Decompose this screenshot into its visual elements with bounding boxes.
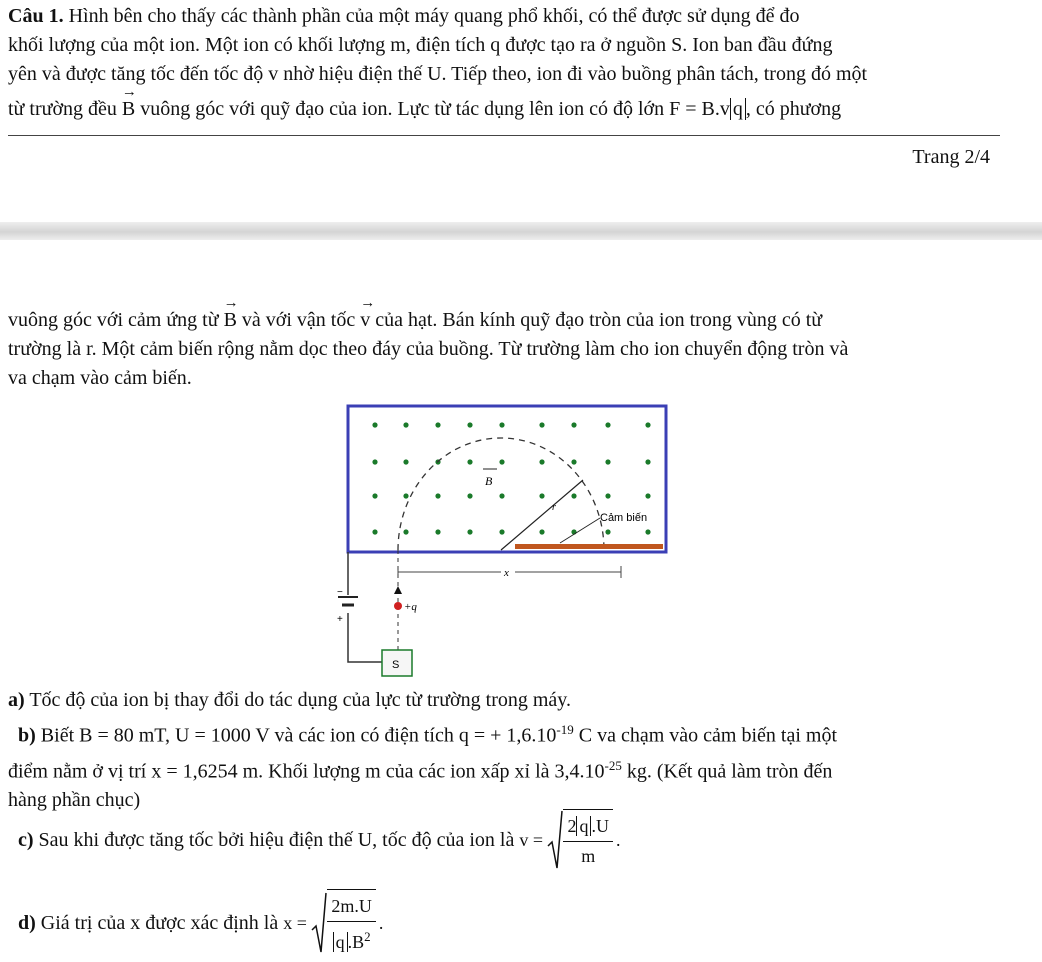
continuation-line-1: vuông góc với cảm ứng từ → B và với vận tốc → v của hạt. Bán kính quỹ đạo tròn của ion trong vùng có từ (8, 306, 1036, 335)
option-b (8, 715, 1036, 815)
page-number: Trang 2/4 (912, 146, 990, 168)
force-formula: F = B.v q (669, 98, 746, 120)
speed-formula: v = $\frac{2 q .U}{m}$ . (519, 809, 620, 871)
battery-minus-label: − (337, 587, 343, 598)
vector-v: → v (360, 306, 370, 335)
divider-line (8, 135, 1000, 136)
question-line-2: khối lượng của một ion. Một ion có khối lượng m, điện tích q được tạo ra ở nguồn S. Ion ban đầu đứng (8, 34, 833, 56)
option-b-line-2: điểm nằm ở vị trí x = 1,6254 m. Khối lượng m của các ion xấp xỉ là $3,4.10^{-25}$ kg. (Kết quả làm tròn đến (8, 757, 833, 783)
speed-numerator: 2 q .U (563, 812, 613, 842)
option-a (8, 686, 1036, 715)
speed-fraction (563, 809, 613, 871)
sensor-leader (560, 518, 600, 543)
battery-plus-label: + (337, 614, 343, 625)
option-b-line-3: hàng phần chục) (8, 789, 141, 812)
option-b-label: b) (18, 724, 36, 747)
circuit-wire-lower (348, 613, 382, 662)
x-numerator: 2m.U (327, 892, 376, 922)
option-c (8, 808, 1036, 872)
vector-b: → B (122, 95, 135, 124)
radius-label: r (552, 502, 556, 513)
vector-b: → B (224, 306, 237, 335)
ion-direction-arrow (394, 586, 402, 594)
x-label: x (504, 567, 509, 579)
ion-charge-label: +q (404, 601, 417, 613)
ion-charge-dot (394, 602, 402, 610)
radius-line (501, 480, 583, 550)
question-line-1: Câu 1. Hình bên cho thấy các thành phần của một máy quang phổ khối, có thể được sử dụng để đo (8, 5, 800, 27)
continuation-line-3: va chạm vào cảm biến. (8, 367, 192, 389)
question-label: Câu 1. (8, 5, 64, 27)
option-c-label: c) (18, 828, 34, 851)
sensor-label: Cảm biến (600, 512, 648, 524)
sqrt-sign (311, 892, 327, 954)
option-a-text: Tốc độ của ion bị thay đổi do tác dụng của lực từ trường trong máy. (29, 689, 571, 711)
sensor-bar (515, 544, 663, 549)
continuation-line-2: trường là r. Một cảm biến rộng nằm dọc theo đáy của buồng. Từ trường làm cho ion chuyển động tròn và (8, 338, 849, 360)
question-line-3: yên và được tăng tốc đến tốc độ v nhờ hiệu điện thế U. Tiếp theo, ion đi vào buồng phân tách, trong đó một (8, 63, 868, 85)
option-d-label: d) (18, 911, 36, 934)
question-line-4: từ trường đều → B vuông góc với quỹ đạo của ion. Lực từ tác dụng lên ion có độ lớn F = B.v q , có phương (8, 95, 1036, 124)
option-a-label: a) (8, 689, 25, 711)
speed-denominator: m (581, 846, 596, 866)
option-c-text-wrap: c) Sau khi được tăng tốc bởi hiệu điện thế U, tốc độ của ion là (18, 828, 515, 851)
source-label: S (392, 659, 400, 671)
x-formula: x = $\frac{2m.U}{q .B^2}$ . (283, 889, 383, 957)
mass-spectrometer-figure (330, 400, 675, 690)
continuation-paragraph (8, 306, 1036, 393)
option-b-line-1: b) Biết B = 80 mT, U = 1000 V và các ion có điện tích q = + $1,6.10^{-19}$ C va chạm vào cảm biến tại một (18, 722, 838, 747)
chamber-border (348, 406, 666, 552)
question-paragraph (8, 2, 1036, 124)
option-d (8, 888, 1036, 958)
x-denominator: q $.B^2$ (327, 922, 376, 957)
field-b-label: B (485, 474, 493, 488)
x-fraction (327, 889, 376, 957)
option-d-text-wrap: d) Giá trị của x được xác định là (18, 911, 279, 934)
sqrt-sign (547, 810, 563, 870)
page-break-band (0, 222, 1042, 240)
